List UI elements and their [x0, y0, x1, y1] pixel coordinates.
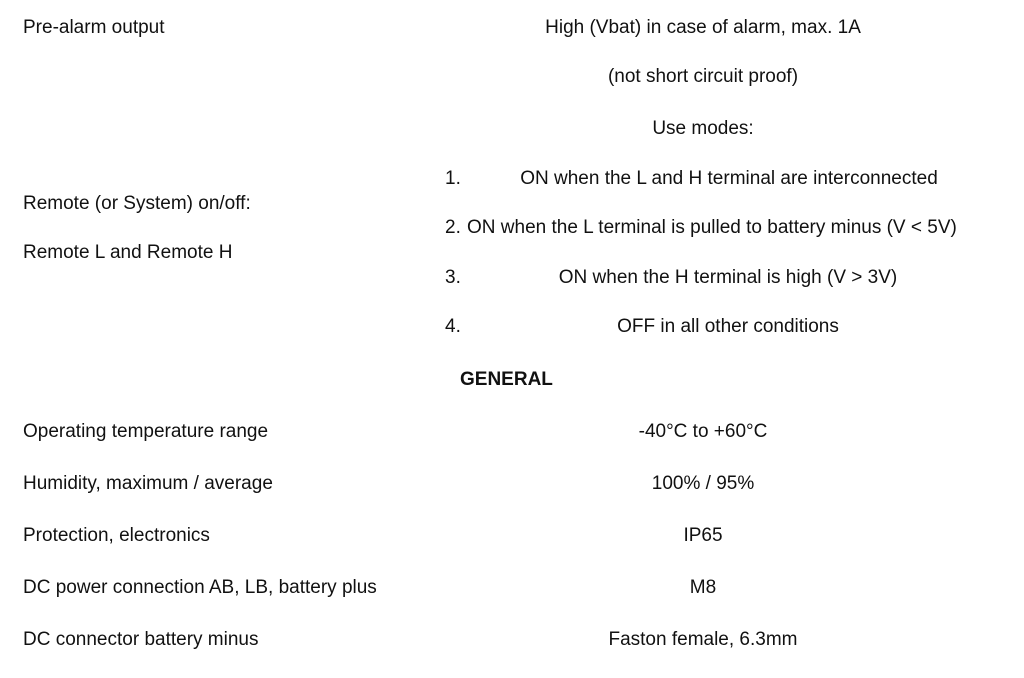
- general-row-label: DC connector battery minus: [23, 629, 259, 650]
- mode-1-text: ON when the L and H terminal are interconnected: [520, 168, 938, 189]
- general-row-label: Humidity, maximum / average: [23, 473, 273, 494]
- general-row-value: -40°C to +60°C: [638, 421, 768, 442]
- mode-3-number: 3.: [445, 267, 461, 288]
- pre-alarm-label: Pre-alarm output: [23, 17, 165, 38]
- mode-2-number: 2.: [445, 217, 461, 238]
- general-row-value: IP65: [683, 525, 723, 546]
- general-heading: GENERAL: [460, 369, 553, 390]
- general-row-label: Operating temperature range: [23, 421, 269, 442]
- remote-terminals-label: Remote L and Remote H: [23, 242, 233, 263]
- general-row-label: DC power connection AB, LB, battery plus: [23, 577, 377, 598]
- mode-4-number: 4.: [445, 316, 461, 337]
- use-modes-heading: Use modes:: [652, 118, 754, 139]
- remote-label: Remote (or System) on/off:: [23, 193, 251, 214]
- mode-4-text: OFF in all other conditions: [617, 316, 839, 337]
- mode-3-text: ON when the H terminal is high (V > 3V): [558, 267, 898, 288]
- pre-alarm-note: (not short circuit proof): [607, 66, 799, 87]
- pre-alarm-value: High (Vbat) in case of alarm, max. 1A: [545, 17, 861, 38]
- general-row-label: Protection, electronics: [23, 525, 210, 546]
- mode-1-number: 1.: [445, 168, 461, 189]
- mode-2-text: ON when the L terminal is pulled to battery minus (V < 5V): [467, 217, 957, 238]
- general-row-value: 100% / 95%: [651, 473, 755, 494]
- general-row-value: Faston female, 6.3mm: [608, 629, 798, 650]
- general-row-value: M8: [689, 577, 717, 598]
